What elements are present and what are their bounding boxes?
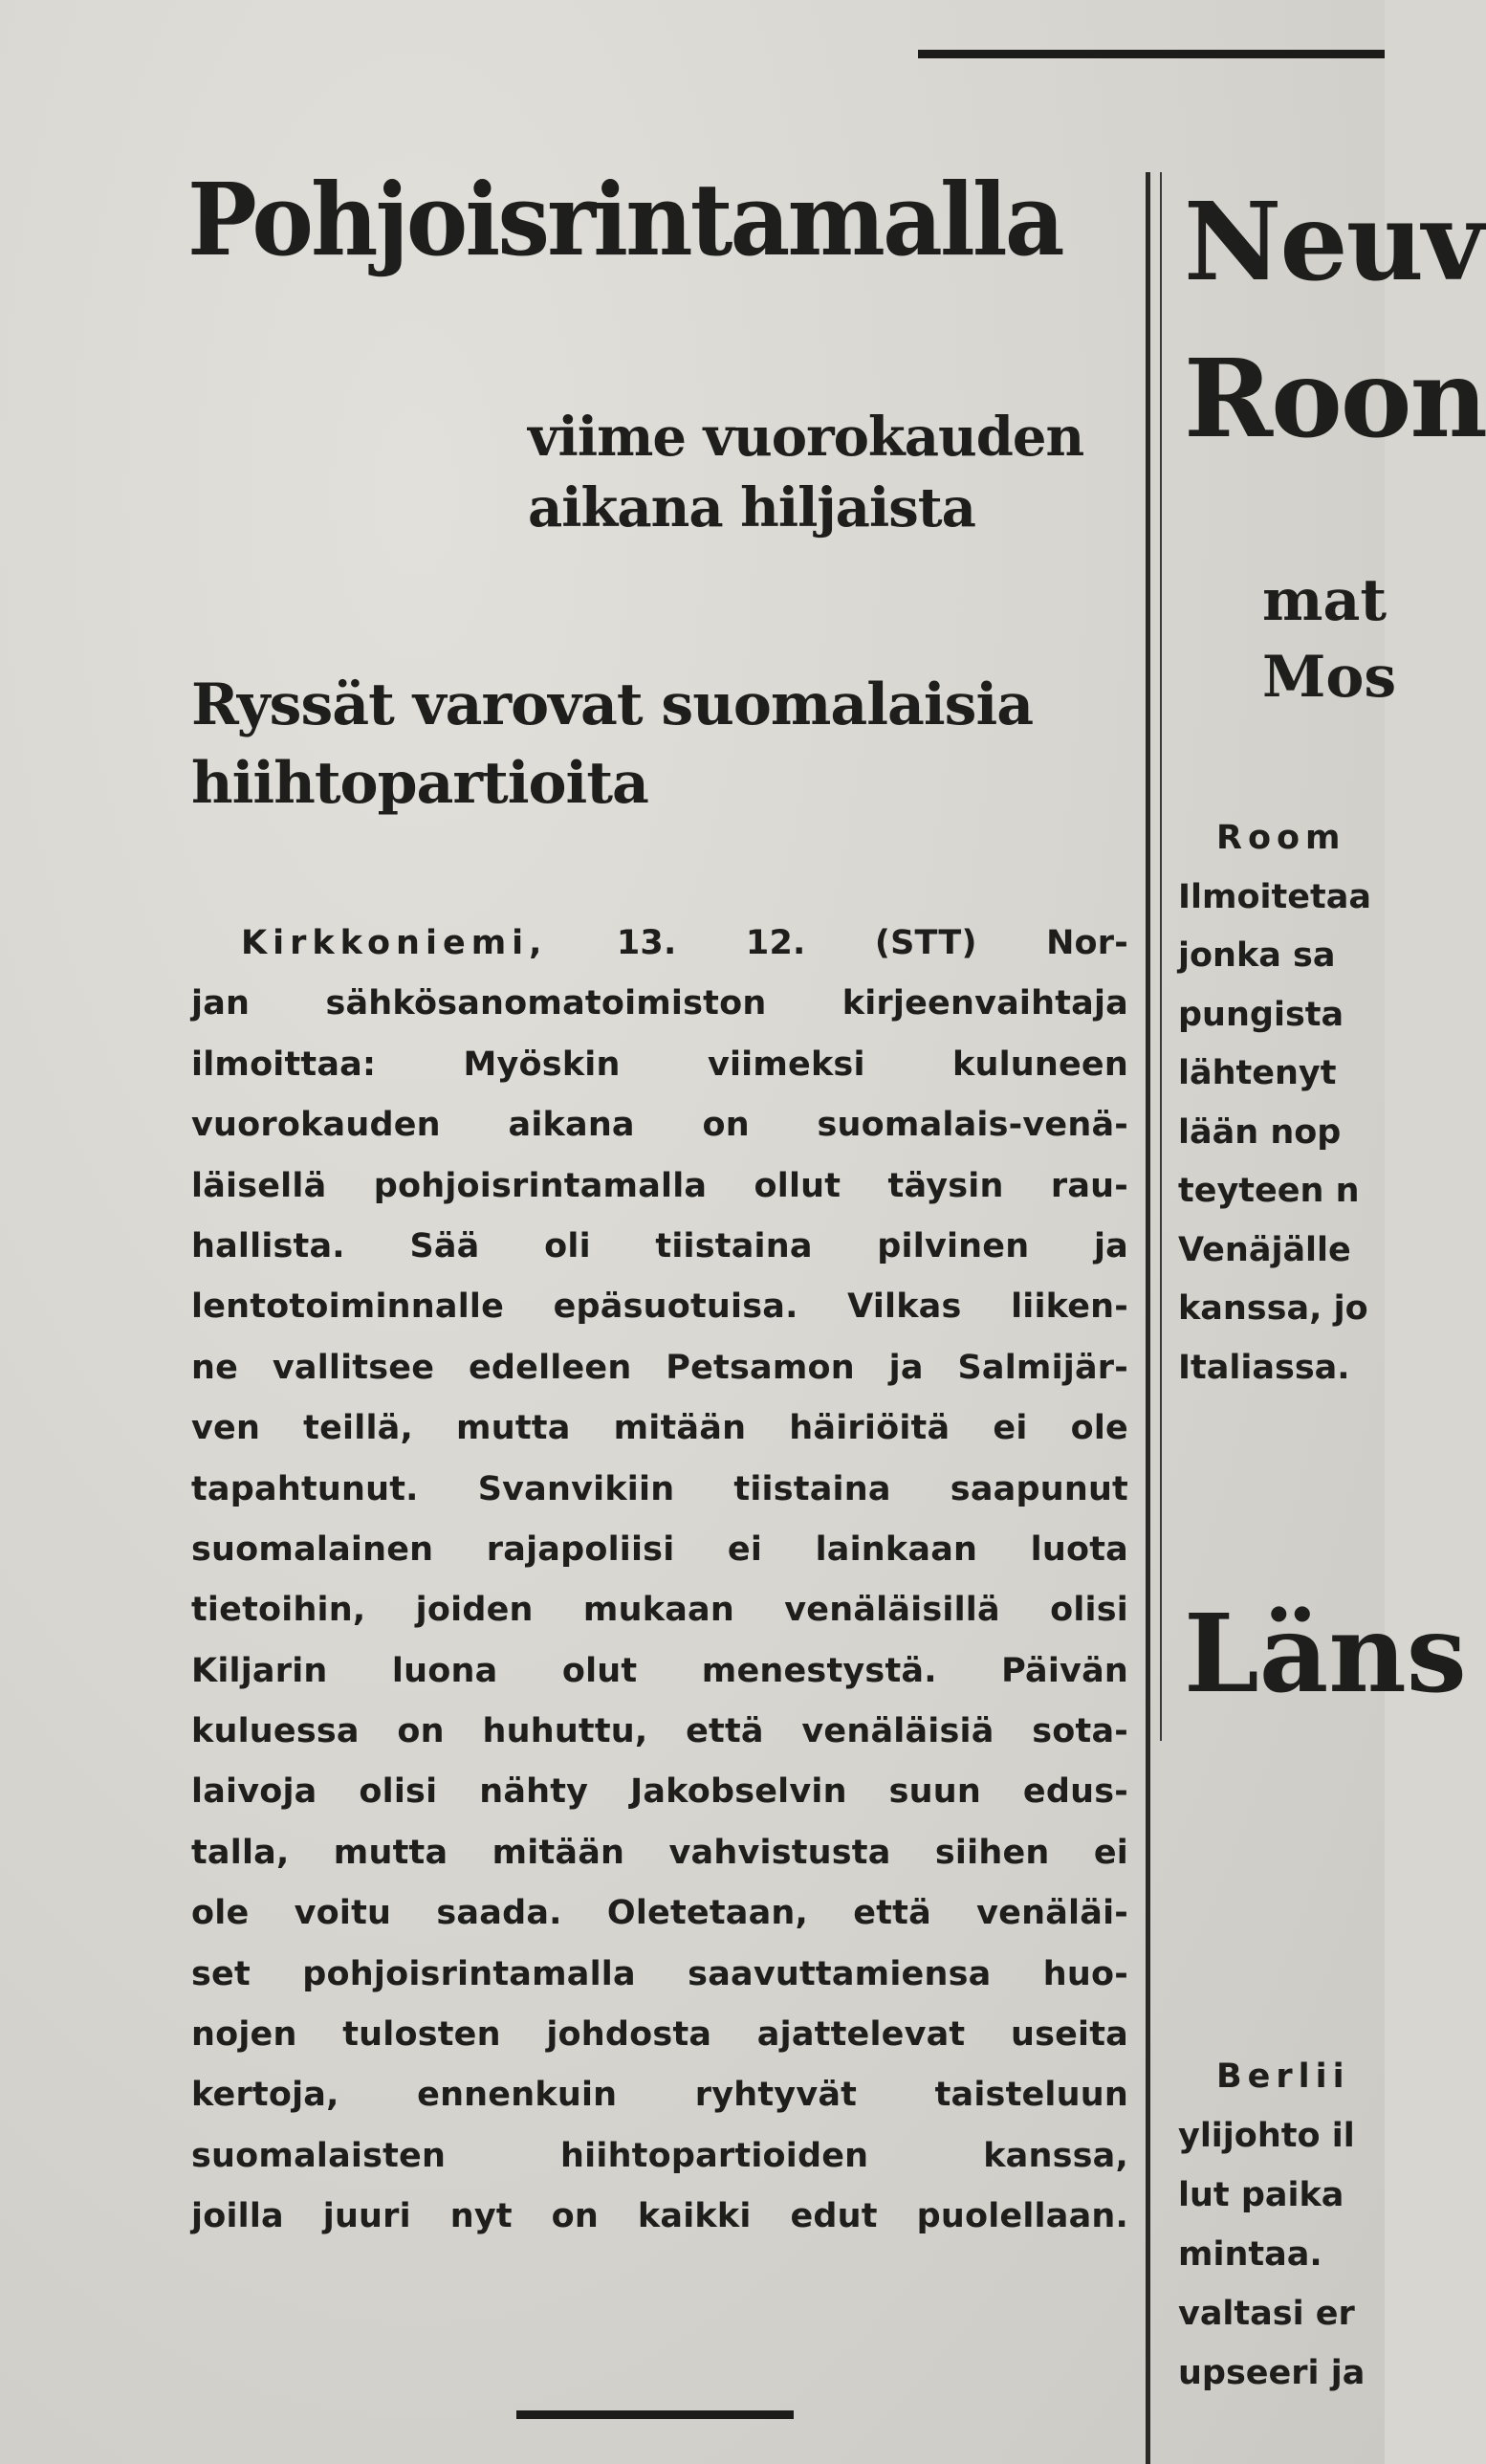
adjacent-body-line: mintaa. (1178, 2235, 1322, 2274)
body-line: ole voitu saada. Oletetaan, että venäläi- (191, 1894, 1128, 1933)
adjacent-headline-line: Neuv (1184, 180, 1483, 305)
body-line: suomalainen rajapoliisi ei lainkaan luota (191, 1529, 1128, 1569)
adjacent-body-line: valtasi er (1178, 2295, 1355, 2333)
subheadline-line: aikana hiljaista (528, 476, 975, 539)
adjacent-body-line: Venäjälle (1178, 1230, 1351, 1269)
body-line-text: 13. 12. (STT) Nor- (616, 924, 1128, 962)
body-line: kertoja, ennenkuin ryhtyvät taisteluun (191, 2076, 1128, 2115)
body-line: laivoja olisi nähty Jakobselvin suun edus- (191, 1772, 1128, 1812)
body-line: set pohjoisrintamalla saavuttamiensa huo- (191, 1954, 1128, 1993)
body-line: ven teillä, mutta mitään häiriöitä ei ole (191, 1409, 1128, 1448)
adjacent-body-line: teyteen n (1178, 1172, 1360, 1210)
adjacent-body-2 (1178, 2047, 1365, 2403)
adjacent-body-line: ylijohto il (1178, 2117, 1355, 2155)
adjacent-headline-line: Roon (1184, 337, 1486, 462)
subheadline-line: viime vuorokauden (528, 406, 1084, 469)
body-line: lentotoiminnalle epäsuotuisa. Vilkas liiken- (191, 1287, 1128, 1327)
adjacent-headline (1184, 165, 1486, 478)
body-line: nojen tulosten johdosta ajattelevat useita (191, 2015, 1128, 2055)
column-divider (1146, 172, 1150, 2464)
adjacent-body-line: lut paika (1178, 2176, 1344, 2214)
adjacent-subheadline (1262, 562, 1396, 715)
article-body (191, 913, 1128, 2248)
body-line: kuluessa on huhuttu, että venäläisiä sota- (191, 1712, 1128, 1751)
adjacent-headline-2: Läns (1184, 1592, 1467, 1717)
column-divider-inner (1160, 172, 1162, 1741)
article-secondary-headline (191, 666, 1128, 823)
article-headline: Pohjoisrintamalla (187, 161, 1062, 278)
body-line: läisellä pohjoisrintamalla ollut täysin rau- (191, 1166, 1128, 1205)
adjacent-subheadline-line: mat (1262, 567, 1388, 634)
adjacent-body-line: upseeri ja (1178, 2354, 1366, 2392)
secondary-headline-line: Ryssät varovat suomalaisia (191, 671, 1034, 738)
secondary-headline-line: hiihtopartioita (191, 750, 648, 817)
body-line: vuorokauden aikana on suomalais-venä- (191, 1106, 1128, 1145)
body-line: tietoihin, joiden mukaan venäläisillä olisi (191, 1591, 1128, 1630)
adjacent-body (1178, 809, 1371, 1397)
dateline-place: Kirkkoniemi, (241, 924, 548, 962)
body-line: hallista. Sää oli tiistaina pilvinen ja (191, 1226, 1128, 1265)
adjacent-body-line: kanssa, jo (1178, 1289, 1368, 1328)
article-subheadline (528, 402, 1140, 543)
body-line: ilmoittaa: Myöskin viimeksi kuluneen (191, 1045, 1128, 1084)
adjacent-body-line: pungista (1178, 995, 1344, 1034)
adjacent-body-line: Ilmoitetaa (1178, 877, 1371, 916)
adjacent-column (1178, 0, 1486, 2464)
body-line: joilla juuri nyt on kaikki edut puolellaan. (191, 2197, 1128, 2236)
body-line (191, 913, 1128, 974)
adjacent-body-line: Italiassa. (1178, 1348, 1350, 1387)
body-line: Kiljarin luona olut menestystä. Päivän (191, 1651, 1128, 1690)
body-line: ne vallitsee edelleen Petsamon ja Salmijär- (191, 1348, 1128, 1387)
adjacent-body-line: lään nop (1178, 1112, 1342, 1152)
body-line: talla, mutta mitään vahvistusta siihen ei (191, 1833, 1128, 1872)
adjacent-subheadline-line: Mos (1262, 644, 1397, 711)
body-line: suomalaisten hiihtopartioiden kanssa, (191, 2136, 1128, 2175)
adjacent-dateline-2: Berlii (1216, 2057, 1350, 2096)
body-line: jan sähkösanomatoimiston kirjeenvaihtaja (191, 984, 1128, 1023)
adjacent-body-line: jonka sa (1178, 936, 1336, 975)
body-line: tapahtunut. Svanvikiin tiistaina saapunut (191, 1469, 1128, 1508)
article-end-rule (516, 2410, 794, 2419)
adjacent-dateline: Room (1216, 819, 1346, 857)
adjacent-body-line: lähtenyt (1178, 1054, 1337, 1092)
